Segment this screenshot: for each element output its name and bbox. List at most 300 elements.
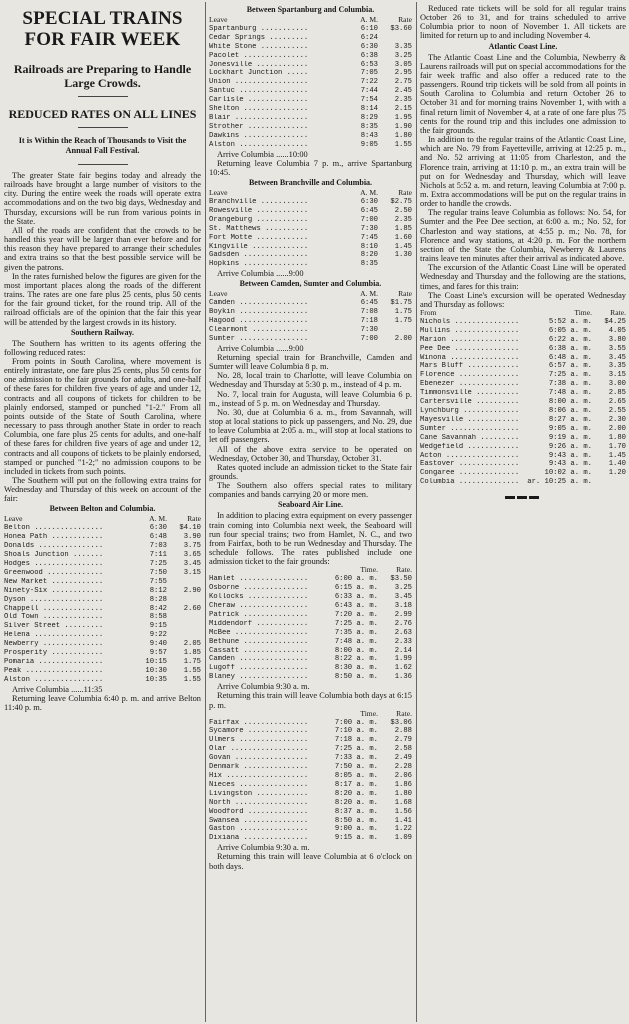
station-cell: Cassatt ............... [209,646,309,655]
station-cell: Cheraw ................ [209,602,309,611]
table-header-row [209,710,412,719]
time-cell: 6:24 [360,33,378,42]
station-cell: Orangeburg ............ [209,215,309,224]
table-row [420,362,626,371]
station-cell: Fort Motte ............ [209,233,309,242]
station-cell [209,566,326,575]
table-row [209,335,412,344]
table-row [209,825,412,834]
rate-cell: 3.55 [608,344,626,353]
table-row [420,336,626,345]
rate-cell [173,578,201,587]
table-row [4,551,201,560]
time-cell: 7:25 [149,560,167,568]
table-row [4,533,201,542]
table-row [209,673,412,682]
time-cell: 9:05 [360,140,378,149]
time-cell: 7:00 [360,334,378,343]
table-row [420,434,626,443]
rate-cell: 2.63 [394,628,412,637]
station-cell: Mayesville ............ [420,415,520,424]
station-cell: McBee ................. [209,628,309,637]
station-cell: Jonesville ............ [209,60,309,69]
station-cell: Lynchburg ............. [420,406,520,415]
table-row [209,620,412,629]
time-cell: 9:15 [149,622,167,631]
station-cell: Dawkins ............... [209,131,309,140]
station-cell: Fairfax ............... [209,718,309,727]
rate-cell [173,596,201,605]
time-cell: 9:15 a. m. [334,834,378,843]
station-cell: Peak .................. [4,666,104,675]
rate-cell: 2.55 [608,406,626,415]
rate-cell: 1.95 [394,113,412,122]
station-cell: Spartanburg ........... [209,24,309,33]
time-cell: 7:50 a. m. [334,763,378,772]
table-row [420,425,626,434]
time-cell: 7:44 [360,87,378,96]
table-row [209,326,412,335]
article-paragraph: In addition to placing extra equipment on every passenger train coming into Columbia next week, the Seaboard will run four special trains; two from Hamlet, N. C., and two from Fairfax, both to be run Wednesday and Thursday. The schedule follows. The rates published include one admission ticket to the fair grounds: [209,511,412,567]
rate-cell: 3.45 [608,353,626,362]
arrive-line: Arrive Columbia ......11:35 [12,684,103,694]
station-cell: Lugoff ................ [209,664,309,673]
rate-cell: $3.60 [390,24,412,33]
section-heading: Atlantic Coast Line. [488,41,558,51]
table-row [420,371,626,380]
station-cell [209,710,326,719]
table-row [4,560,201,569]
table-row [209,234,412,243]
table-row [209,745,412,754]
time-cell: 9:40 [149,640,167,649]
rate-cell: 1.41 [394,816,412,825]
article-paragraph: The regular trains leave Columbia as follows: No. 54, for Sumter and the Pee Dee section, at 6:00 a. m.; No. 52, for Charleston and way stations, at 4:55 p. m.; No. 78, for Florence and way stations, at 4:20 p. m. For the northern section of the State the Columbia, Newberry & Laurens trains leave ten minutes after their arrival as indicated above. [420,208,626,264]
section-heading: Between Spartanburg and Columbia. [246,5,375,14]
table-header-row [4,515,201,524]
station-cell: Mars Bluff ............ [420,362,520,371]
rate-cell: Rate [398,290,412,299]
rate-cell: 1.45 [608,451,626,460]
rate-cell [384,326,412,335]
article-paragraphs [4,339,201,504]
rate-cell: 1.75 [183,657,201,666]
table-row [420,443,626,452]
time-cell: 7:00 [360,215,378,224]
table-row [209,114,412,123]
station-cell: New Market ............ [4,577,104,586]
time-cell: 8:27 a. m. [548,415,592,424]
rate-cell: 2.75 [394,78,412,87]
table-row [420,478,626,487]
station-cell: Greenwood ............. [4,568,104,577]
table-row [209,96,412,105]
table-row [209,593,412,602]
time-cell: 9:26 a. m. [548,442,592,451]
station-cell: Ulmers ................ [209,736,309,745]
station-cell: Woodford .............. [209,807,309,816]
station-cell: Swansea ............... [209,816,309,825]
arrive-line: Arrive Columbia ......10:00 [217,149,308,159]
rate-cell: 1.68 [394,798,412,807]
table-row [209,817,412,826]
rate-cell: 2.06 [394,772,412,780]
column-1 [4,4,201,712]
station-cell: Strother .............. [209,122,309,131]
station-cell: Clearmont ............. [209,326,309,334]
time-cell: 8:58 [149,613,167,622]
station-cell: White Stone ........... [209,42,309,51]
time-cell: A. M. [360,290,378,299]
time-cell: 8:42 [149,604,167,613]
rate-cell: 2.35 [394,96,412,105]
station-cell: Honea Path ............ [4,533,104,542]
article-paragraph: The Southern also offers special rates to military companies and bands carrying 20 or more men. [209,481,412,500]
station-cell: Sycamore .............. [209,727,309,736]
time-cell: 9:57 [149,649,167,658]
article-paragraph: No. 30, due at Columbia 6 a. m., from Savannah, will stop at local stations to pick up passengers, and No. 29, due to leave Columbia at 2:05 a. m., will stop at local stations to let off passengers. [209,407,412,445]
table-row [209,52,412,61]
rate-cell: Rate [398,189,412,198]
station-cell: Gaston ................ [209,825,309,834]
table-row [209,317,412,326]
time-cell: 6:38 a. m. [548,344,592,353]
article-paragraphs [420,53,626,309]
time-cell: 8:10 [360,242,378,251]
rate-cell: 2.30 [608,415,626,424]
table-row [4,640,201,649]
time-cell: 8:06 a. m. [548,406,592,415]
table-header-row [209,566,412,575]
article-paragraph: The Southern has written to its agents offering the following reduced rates: [4,338,201,357]
rate-cell: 3.18 [394,602,412,611]
rate-cell: 1.20 [608,469,626,478]
time-cell: 6:57 a. m. [548,362,592,371]
time-cell: 7:05 [360,69,378,78]
table-row [4,658,201,667]
station-cell: Silver Street ......... [4,622,104,631]
time-cell: 6:10 [360,24,378,33]
time-cell: 8:50 a. m. [334,673,378,682]
section-heading: Between Camden, Sumter and Columbia. [239,279,382,289]
table-row [209,781,412,790]
table-row [209,216,412,225]
time-cell: 8:22 a. m. [334,655,378,664]
station-cell: Chappell .............. [4,604,104,613]
table-row [4,631,201,640]
time-cell: 7:25 a. m. [334,745,378,754]
station-cell: Marion ................ [420,335,520,344]
rate-cell [173,631,201,640]
arrive-line: Arrive Columbia ......9:00 [217,343,304,353]
article-paragraph: No. 28, local train to Charlotte, will leave Columbia on Wednesday and Thursday at 5:30 p. m., instead of 4 p. m. [209,371,412,390]
table-row [420,327,626,336]
article-paragraph: All of the above extra service to be operated on Wednesday, October 30, and Thursday, October 31. [209,444,412,463]
rate-cell: 1.80 [394,131,412,140]
rate-cell: 2.28 [394,763,412,772]
rate-cell: 3.05 [394,60,412,69]
time-cell: 6:33 a. m. [334,593,378,602]
time-cell: Time. [360,566,378,575]
time-cell: 8:43 [360,131,378,140]
station-cell: Leave [209,290,228,299]
table-row [420,407,626,416]
rate-cell: 1.40 [608,460,626,469]
timetable-camden [209,290,412,343]
table-row [209,34,412,43]
time-cell: 7:50 [149,568,167,577]
table-row [209,719,412,728]
station-cell: North ................. [209,798,309,807]
table-row [420,460,626,469]
article-paragraph: Rates quoted include an admission ticket to the State fair grounds. [209,462,412,481]
rate-cell: 1.55 [394,140,412,149]
station-cell: Leave [209,16,228,24]
rate-cell: 1.99 [394,655,412,664]
divider [78,96,128,97]
rate-cell: 3.80 [608,335,626,344]
rate-cell: 2.95 [394,69,412,78]
table-row [209,664,412,673]
station-cell: Sumter ................ [420,424,520,433]
station-cell: Hopkins ............... [209,260,309,269]
rate-cell: $1.75 [390,299,412,308]
article-paragraph: The Southern will put on the following extra trains for Wednesday and Thursday of this week on account of the fair: [4,476,201,504]
table-row [420,345,626,354]
table-row [4,542,201,551]
time-cell: 7:25 a. m. [548,371,592,380]
article-paragraph: Returning this train will leave Columbia both days at 6:15 p. m. [209,691,412,710]
table-row [420,452,626,461]
table-row [209,123,412,132]
table-header-row [209,16,412,25]
rate-cell: 3.35 [608,362,626,371]
station-cell: Branchville ........... [209,197,309,206]
table-row [4,667,201,676]
rate-cell: $4.25 [604,317,626,326]
time-cell: 6:45 [360,299,378,308]
time-cell: 8:50 a. m. [334,816,378,825]
rate-cell: 1.70 [608,442,626,451]
table-row [209,799,412,808]
rate-cell: 2.50 [394,206,412,215]
table-row [420,389,626,398]
station-cell: Pee Dee ............... [420,344,520,353]
station-cell: Old Town .............. [4,613,104,622]
station-cell: Leave [4,515,23,524]
station-cell: Cartersville .......... [420,398,520,407]
time-cell: 7:35 a. m. [334,628,378,637]
article-paragraph: Returning leave Columbia 6:40 p. m. and arrive Belton 11:40 p. m. [4,693,201,712]
station-cell: Mullins ............... [420,326,520,335]
time-cell: 6:00 a. m. [334,575,378,584]
rate-cell: 3.00 [608,380,626,389]
time-cell: 7:00 a. m. [334,718,378,727]
station-cell: Shoals Junction ....... [4,551,104,560]
table-row [209,198,412,207]
rate-cell: 3.75 [183,542,201,551]
article-paragraph: Returning this train will leave Columbia at 6 o'clock on both days. [209,852,412,871]
table-row [209,61,412,70]
station-cell: Cane Savannah ......... [420,433,520,442]
time-cell: 8:20 [360,251,378,260]
table-row [4,578,201,587]
station-cell: Kingville ............. [209,242,309,251]
article-paragraphs [209,353,412,500]
time-cell: 8:37 a. m. [334,807,378,816]
table-row [209,736,412,745]
article-paragraph: From points in South Carolina, where movement is entirely intrastate, one fare plus 25 cents, plus 50 cents for one admission to the fair grounds for adults, and one-half of these fares for children five years of age and under 12, contracts and all coupons of tickets for children to be plainly endorsed, stamped or punched "1-2." From all points outside of the State of South Carolina, where necessary to pass through another State in order to reach Columbia, one fare plus 25 cents for adults, and one-half of these fares for children five years of age and under 12, contracts and all coupons of tickets to be plainly endorsed, stamped or punched "1-2;" no admission coupons to be included in tickets from such points. [4,356,201,476]
table-header-row [209,290,412,299]
station-cell: Belton ................ [4,524,104,533]
rate-cell: 1.60 [394,233,412,242]
table-row [209,638,412,647]
arrive-line: Arrive Columbia 9:30 a. m. [217,682,310,692]
table-row [420,416,626,425]
time-cell: 8:29 [360,113,378,122]
station-cell: Rowesville ............ [209,206,309,215]
article-paragraph: No. 7, local train for Augusta, will leave Columbia 6 p. m., instead of 5 p. m. on Wednesday and Thursday. [209,389,412,408]
time-cell: 9:43 a. m. [548,451,592,460]
station-cell: Gadsden ............... [209,251,309,260]
station-cell: Lockhart Junction ..... [209,69,309,78]
station-cell: Florence .............. [420,371,520,380]
table-row [209,611,412,620]
rate-cell: 2.58 [394,745,412,754]
time-cell: 8:17 a. m. [334,780,378,789]
table-row [4,569,201,578]
station-cell: Leave [209,189,228,198]
time-cell: 7:18 a. m. [334,736,378,745]
rate-cell: 2.76 [394,619,412,628]
table-row [4,649,201,658]
time-cell: A. M. [360,189,378,198]
table-row [209,105,412,114]
time-cell: 6:15 a. m. [334,584,378,593]
time-cell: 7:48 a. m. [334,637,378,646]
rate-cell [173,613,201,622]
table-header-row [209,189,412,198]
timetable-hamlet [209,566,412,682]
table-row [209,772,412,781]
time-cell: 5:52 a. m. [548,317,592,326]
time-cell: 7:22 [360,78,378,87]
rate-cell: $4.10 [179,524,201,533]
column-3 [420,4,626,502]
station-cell: Helena ................ [4,631,104,640]
table-row [209,225,412,234]
article-paragraph: All of the roads are confident that the crowds to be handled this year will be larger than ever before and for this reason they have prepared to arrange their schedules and extra trains so that the best possible service will be given the patrons. [4,225,201,272]
station-cell: Hamlet ................ [209,575,309,584]
time-cell: 7:10 a. m. [334,727,378,736]
table-row [4,622,201,631]
rate-cell: 1.55 [183,675,201,684]
table-header-row [420,309,626,318]
station-cell: Dyson ................. [4,595,104,604]
table-row [209,43,412,52]
table-row [209,790,412,799]
station-cell: Camden ................ [209,299,309,308]
table-row [209,87,412,96]
station-cell: Congaree .............. [420,469,520,478]
station-cell: Alston ................ [4,675,104,684]
rate-cell: 2.05 [183,640,201,649]
table-row [209,308,412,317]
time-cell: 7:20 a. m. [334,610,378,619]
table-row [209,754,412,763]
rate-cell: 3.15 [608,371,626,380]
column-rule [416,2,417,1022]
time-cell: 10:30 [145,666,167,675]
station-cell: Winona ................ [420,353,520,362]
time-cell: 7:30 [360,326,378,334]
rate-cell: 1.90 [394,122,412,131]
rate-cell: 1.30 [394,251,412,260]
station-cell: Camden ................ [209,655,309,664]
table-row [420,318,626,327]
time-cell: 7:48 a. m. [548,389,592,398]
rate-cell [173,622,201,631]
rate-cell: 1.36 [394,673,412,682]
time-cell: 8:12 [149,586,167,595]
time-cell: 6:30 [360,42,378,51]
timetable-branchville [209,189,412,269]
column-rule [205,2,206,1022]
station-cell: Dixiana ............... [209,834,309,843]
article-paragraph: Reduced rate tickets will be sold for all regular trains October 26 to 31, and for trains scheduled to arrive Columbia prior to noon of November 1. All tickets are limited for return up to and including November 4. [420,4,626,41]
table-row [4,596,201,605]
table-row [209,25,412,34]
station-cell: Carlisle .............. [209,96,309,105]
article-paragraph: The Coast Line's excursion will be operated Wednesday and Thursday as follows: [420,290,626,309]
article-paragraph: Returning special train for Branchville, Camden and Sumter will leave Columbia 8 p. m. [209,352,412,372]
table-row [209,207,412,216]
time-cell: 9:43 a. m. [548,460,592,469]
article-paragraph: Returning leave Columbia 7 p. m., arrive Spartanburg 10:45. [209,158,412,177]
table-row [209,763,412,772]
table-row [209,69,412,78]
rate-cell: 3.35 [394,42,412,51]
rate-cell: 3.65 [183,551,201,560]
time-cell: 7:55 [149,577,167,586]
rate-cell: 4.05 [608,326,626,335]
rate-cell: 1.86 [394,780,412,789]
divider [78,164,128,165]
station-cell: Donalds ............... [4,542,104,551]
rate-cell: Rate [398,16,412,24]
table-row [209,575,412,584]
station-cell: Union ................. [209,78,309,87]
time-cell: 6:30 [360,197,378,206]
rate-cell: 3.45 [183,560,201,568]
rate-cell: 2.60 [183,604,201,613]
time-cell: Time. [574,309,592,317]
time-cell: A. M. [360,16,378,24]
rate-cell: 2.49 [394,754,412,763]
deck-subheadline-3: It is Within the Reach of Thousands to Visit the Annual Fall Festival. [18,136,187,155]
rate-cell: 2.00 [608,424,626,433]
rate-cell [598,478,626,487]
station-cell: Nichols ............... [420,317,520,326]
station-cell: Denmark ............... [209,763,309,772]
time-cell: 8:00 a. m. [548,398,592,407]
table-row [420,380,626,389]
rate-cell: 2.14 [394,646,412,655]
rate-cell: 1.85 [183,649,201,658]
time-cell: 8:20 a. m. [334,798,378,807]
station-cell: St. Matthews .......... [209,224,309,233]
table-row [209,655,412,664]
